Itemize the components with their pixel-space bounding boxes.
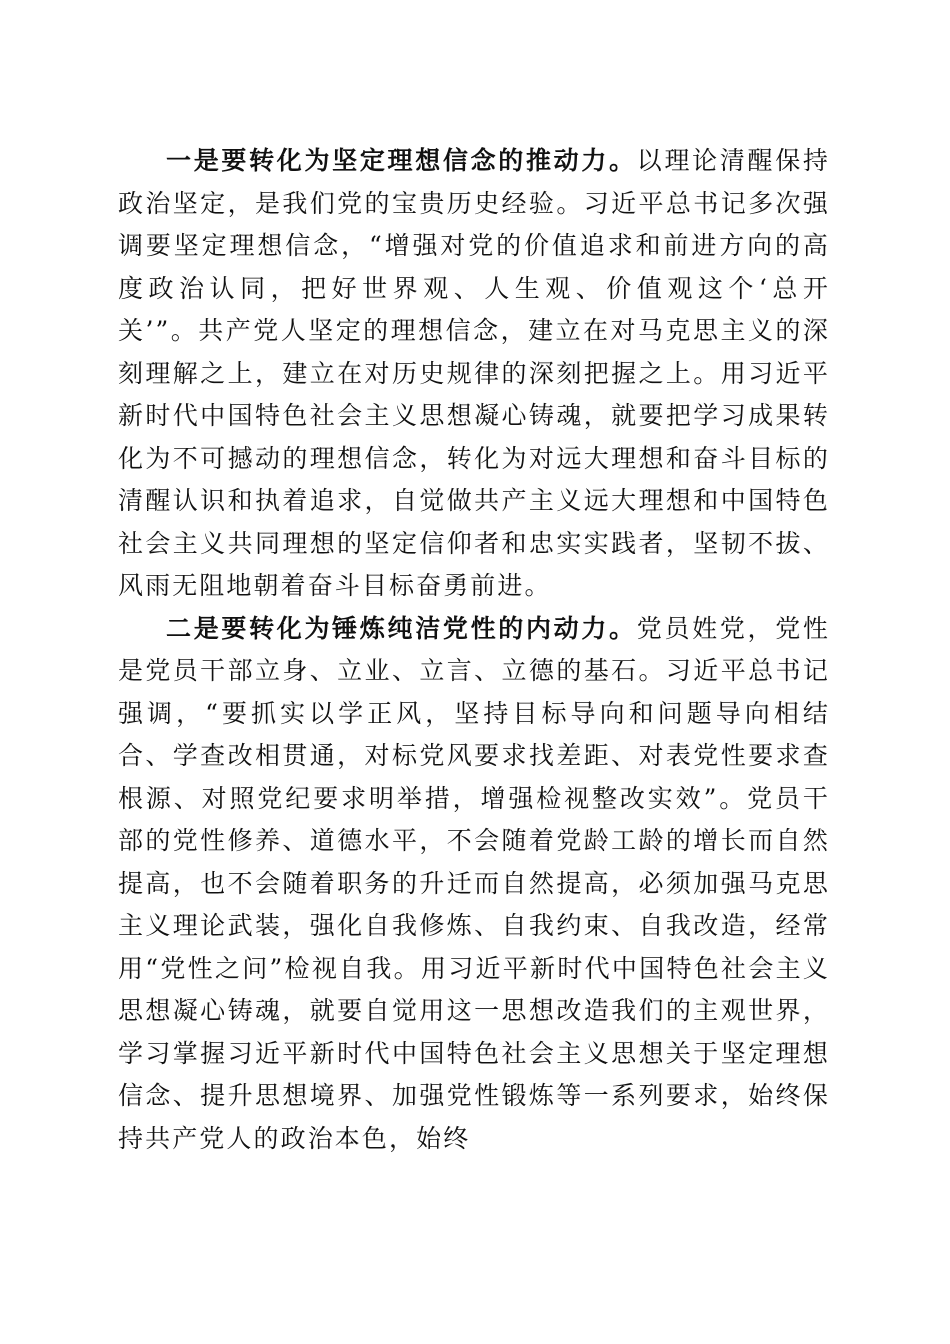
paragraph-1-body: 以理论清醒保持政治坚定，是我们党的宝贵历史经验。习近平总书记多次强调要坚定理想信念，“增强对党的价值追求和前进方向的高度政治认同，把好世界观、人生观、价值观这个‘总开关’”。共产党人坚定的理想信念，建立在对马克思主义的深刻理解之上，建立在对历史规律的深刻把握之上。用习近平新时代中国特色社会主义思想凝心铸魂，就要把学习成果转化为不可撼动的理想信念，转化为对远大理想和奋斗目标的清醒认识和执着追求，自觉做共产主义远大理想和中国特色社会主义共同理想的坚定信仰者和忠实实践者，坚韧不拔、风雨无阻地朝着奋斗目标奋勇前进。 <box>118 146 830 600</box>
paragraph-2-lead: 二是要转化为锤炼纯洁党性的内动力。 <box>166 613 637 643</box>
paragraph-2-body: 党员姓党，党性是党员干部立身、立业、立言、立德的基石。习近平总书记强调，“要抓实以学正风，坚持目标导向和问题导向相结合、学查改相贯通，对标党风要求找差距、对表党性要求查根源、对照党纪要求明举措，增强检视整改实效”。党员干部的党性修养、道德水平，不会随着党龄工龄的增长而自然提高，也不会随着职务的升迁而自然提高，必须加强马克思主义理论武装，强化自我修炼、自我约束、自我改造，经常用“党性之问”检视自我。用习近平新时代中国特色社会主义思想凝心铸魂，就要自觉用这一思想改造我们的主观世界，学习掌握习近平新时代中国特色社会主义思想关于坚定理想信念、提升思想境界、加强党性锻炼等一系列要求，始终保持共产党人的政治本色，始终 <box>118 613 830 1153</box>
paragraph-1 <box>118 140 830 608</box>
paragraph-2 <box>118 608 830 1161</box>
document-body <box>118 140 830 1160</box>
paragraph-1-lead: 一是要转化为坚定理想信念的推动力。 <box>166 146 637 175</box>
